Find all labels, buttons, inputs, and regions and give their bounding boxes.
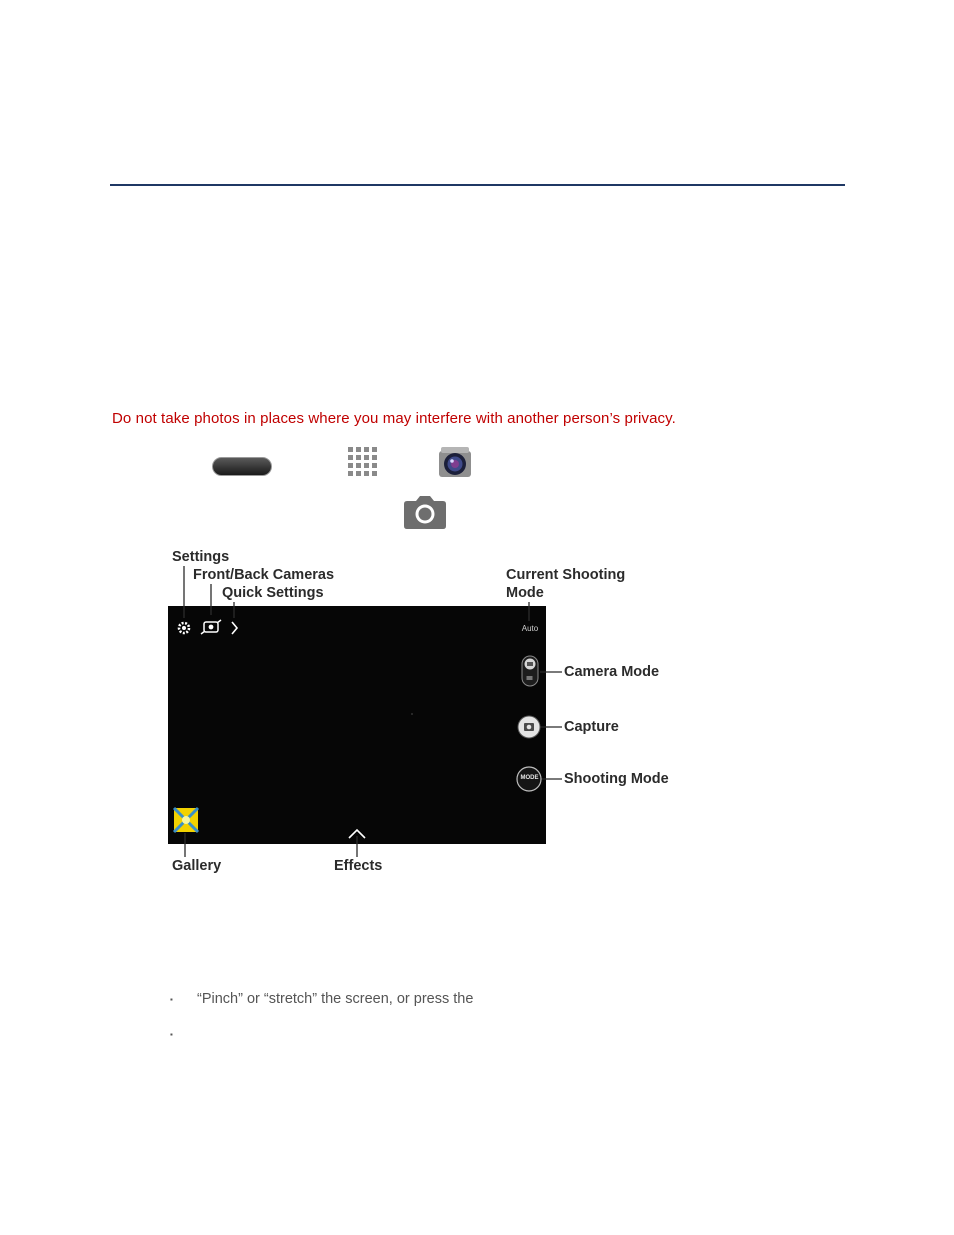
- callout-capture: Capture: [564, 719, 619, 735]
- callout-shooting-mode: Shooting Mode: [564, 771, 669, 787]
- callout-front-back-cameras: Front/Back Cameras: [193, 567, 335, 583]
- settings-gear-icon[interactable]: [179, 623, 189, 633]
- current-mode-label: Auto: [521, 624, 539, 633]
- callout-lines: [184, 566, 562, 857]
- callout-camera-mode: Camera Mode: [564, 664, 660, 680]
- bullet-marker: ▪: [170, 1030, 173, 1039]
- callout-effects: Effects: [334, 858, 383, 874]
- bullet-marker: ▪: [170, 995, 173, 1004]
- viewfinder-dot: [411, 713, 413, 715]
- callout-gallery: Gallery: [172, 858, 222, 874]
- callout-quick-settings: Quick Settings: [222, 585, 324, 601]
- camera-mode-toggle-icon[interactable]: [522, 656, 538, 686]
- capture-button-icon[interactable]: [518, 716, 540, 738]
- switch-camera-icon[interactable]: [201, 620, 221, 634]
- mode-button-label: MODE: [520, 775, 539, 781]
- bullet-item-zoom: “Pinch” or “stretch” the screen, or press the: [197, 991, 474, 1007]
- callout-current-shooting-mode-line1: Current Shooting: [506, 567, 626, 583]
- callout-current-shooting-mode-line2: Mode: [506, 585, 544, 601]
- gallery-thumbnail-icon[interactable]: [174, 808, 198, 832]
- callout-settings: Settings: [172, 549, 230, 565]
- quick-settings-chevron-icon[interactable]: [232, 622, 237, 634]
- privacy-warning: Do not take photos in places where you may interfere with another person’s privacy.: [112, 410, 676, 427]
